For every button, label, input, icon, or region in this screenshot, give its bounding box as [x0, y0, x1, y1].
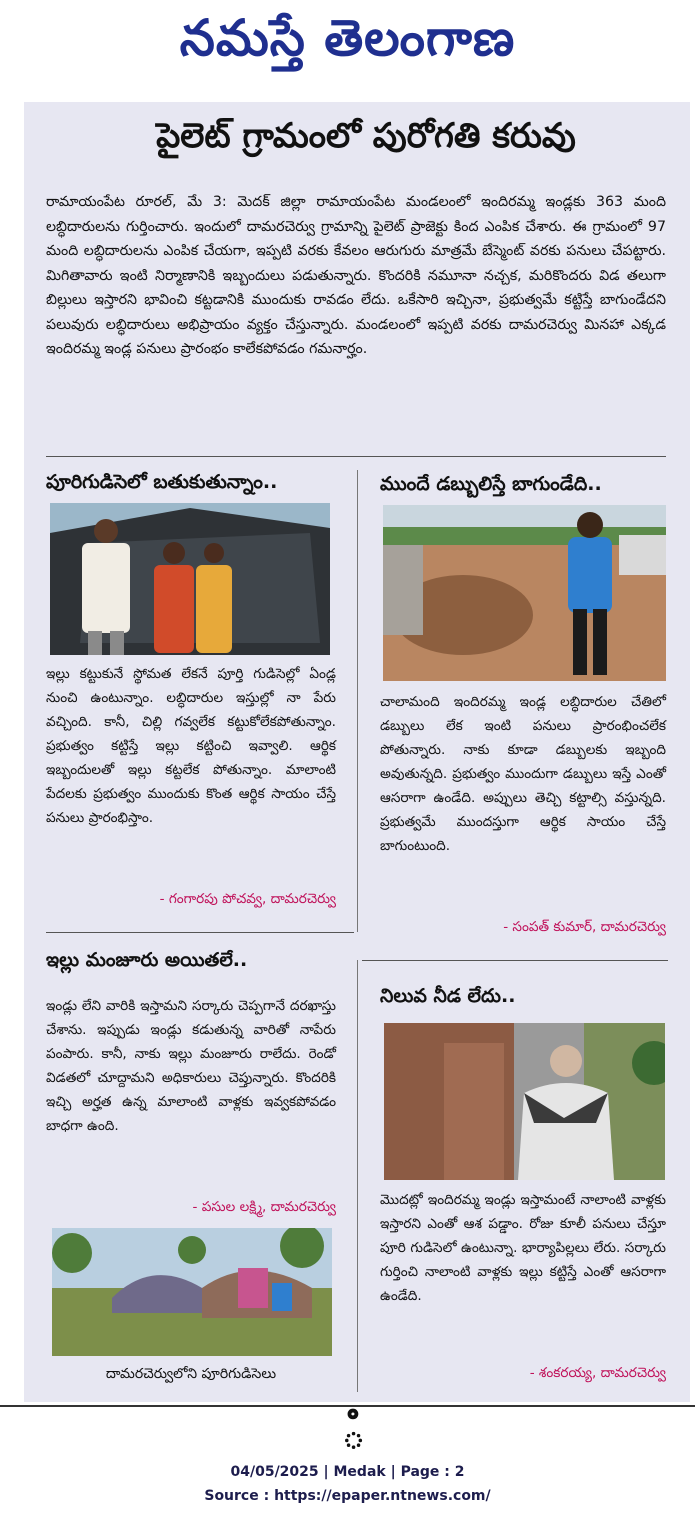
- newspaper-logo: నమస్తే తెలంగాణ: [179, 8, 516, 67]
- right-story-divider: [362, 960, 668, 961]
- huts-photo: [52, 1228, 332, 1356]
- story-3-photo: [52, 1228, 332, 1356]
- story-4-credit: - శంకరయ్య, దామరచెర్వు: [529, 1365, 666, 1381]
- story-2-title: ముందే డబ్బులిస్తే బాగుండేది..: [380, 473, 602, 495]
- next-article-fragment: ఄ: [342, 1411, 366, 1458]
- family-hut-photo: [50, 503, 330, 655]
- story-2-photo: [383, 505, 666, 681]
- intro-paragraph: రామాయంపేట రూరల్, మే 3: మెదక్ జిల్లా రామాయంపేట మండలంలో ఇందిరమ్మ ఇండ్లకు 363 మంది లబ్ధిదారులను గుర్తించారు. ఇందులో దామరచెర్వు గ్రామాన్ని పైలెట్ ప్రాజెక్టు కింద ఎంపిక చేశారు. ఈ గ్రామంలో 97 మంది లబ్ధిదారులను ఎంపిక చేయగా, ఇప్పటి వరకు కేవలం ఆరుగురు మాత్రమే బేస్మెంట్ వరకు పనులు చేపట్టారు. మిగితావారు ఇంటి నిర్మాణానికి ఇబ్బందులు పడుతున్నారు. కొందరికి నమూనా నచ్చక, మరికొందరు విడ తలుగా బిల్లులు ఇస్తారని భావించి కట్టడానికి ముందుకు రావడం లేదు. ఒకేసారి ఇచ్చినా, ప్రభుత్వమే కట్టిస్తే బాగుండేదని పలువురు లబ్ధిదారులు అభిప్రాయం వ్యక్తం చేస్తున్నారు. మండలంలో ఇప్పటి వరకు దామరచెర్వు మినహా ఎక్కడ ఇందిరమ్మ ఇండ్ల పనులు ప్రారంభం కాలేకపోవడం గమనార్హం.: [46, 194, 666, 357]
- story-2-credit: - సంపత్ కుమార్, దామరచెర్వు: [503, 919, 666, 935]
- story-1-title: పూరిగుడిసెలో బతుకుతున్నాం..: [46, 471, 278, 493]
- section-divider: [46, 456, 666, 457]
- headline: పైలెట్ గ్రామంలో పురోగతి కరువు: [156, 116, 576, 156]
- construction-site-photo: [383, 505, 666, 681]
- story-4-photo: [384, 1023, 665, 1180]
- left-story-divider: [46, 932, 354, 933]
- story-3-credit: - పసుల లక్ష్మి, దామరచెర్వు: [192, 1199, 336, 1215]
- story-1-photo: [50, 503, 330, 655]
- page-bottom-rule: [0, 1405, 695, 1407]
- masthead: [0, 0, 695, 92]
- elderly-man-photo: [384, 1023, 665, 1180]
- story-4-title: నిలువ నీడ లేదు..: [380, 985, 516, 1007]
- story-3-body: ఇండ్లు లేని వారికి ఇస్తామని సర్కారు చెప్పగానే దరఖాస్తు చేశాను. ఇప్పుడు ఇండ్లు కడుతున్న వారితో నాపేరు పంపారు. కానీ, నాకు ఇల్లు మంజూరు రాలేదు. రెండో విడతలో చూద్దామని అధికారులు చెప్తున్నారు. కొందరికి ఇచ్చి అర్హత ఉన్న మాలాంటి వాళ్లకు ఇవ్వకపోవడం బాధగా ఉంది.: [46, 998, 336, 1134]
- story-3-title: ఇల్లు మంజూరు అయితలే..: [46, 949, 248, 971]
- story-3-photo-caption: దామరచెర్వులోని పూరిగుడిసెలు: [105, 1366, 277, 1382]
- column-divider-upper: [357, 470, 358, 932]
- column-divider-lower: [357, 960, 358, 1392]
- footer-source-link[interactable]: Source : https://epaper.ntnews.com/: [204, 1488, 491, 1504]
- footer-date-edition: 04/05/2025 | Medak | Page : 2: [230, 1464, 465, 1480]
- story-1-credit: - గంగారపు పోచవ్వ, దామరచెర్వు: [159, 891, 336, 907]
- story-1-body: ఇల్లు కట్టుకునే స్థోమత లేకనే పూర్తి గుడిసెల్లో ఏండ్ల నుంచి ఉంటున్నాం. లబ్ధిదారుల ఇస్తుల్లో నా పేరు వచ్చింది. కానీ, చిల్లి గవ్వలేక కట్టుకోలేకపోతున్నాం. ప్రభుత్వం కట్టిస్తే ఇల్లు కట్టించి ఇవ్వాలి. ఆర్థిక ఇబ్బందులతో ఇల్లు కట్టలేక పోతున్నాం. మాలాంటి పేదలకు ప్రభుత్వం ముందుకు కొంత ఆర్థిక సాయం చేస్తే పనులు ప్రారంభిస్తాం.: [46, 666, 336, 826]
- story-2-body: చాలామంది ఇందిరమ్మ ఇండ్ల లబ్ధిదారుల చేతిలో డబ్బులు లేక ఇంటి పనులు ప్రారంభించలేక పోతున్నారు. నాకు కూడా డబ్బులకు ఇబ్బంది అవుతున్నది. ప్రభుత్వం ముందుగా డబ్బులు ఇస్తే ఎంతో ఆసరాగా ఉండేది. అప్పులు తెచ్చి కట్టాల్సి వస్తున్నది. ప్రభుత్వమే ముందస్తుగా ఆర్థిక సాయం చేస్తే బాగుంటుంది.: [380, 694, 666, 854]
- story-4-body: మొదట్లో ఇందిరమ్మ ఇండ్లు ఇస్తామంటే నాలాంటి వాళ్లకు ఇస్తారని ఎంతో ఆశ పడ్డాం. రోజు కూలీ పనులు చేస్తూ పూరి గుడిసెలో ఉంటున్నా. భార్యాపిల్లలు లేరు. సర్కారు గుర్తించి నాలాంటి వాళ్లకు ఇల్లు కట్టిస్తే ఎంతో ఆసరాగా ఉండేది.: [380, 1192, 666, 1304]
